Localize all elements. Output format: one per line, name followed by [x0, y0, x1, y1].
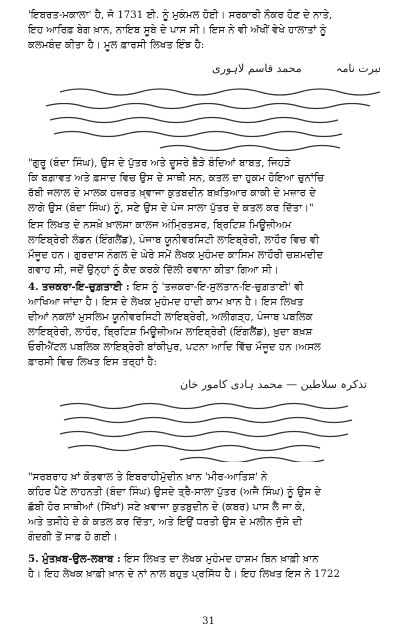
translation-paragraph-1 [28, 156, 388, 216]
text-line: 5. ਮੁੰਤਖ਼ਬ-ਉਲ-ਲਬਾਬ : ਇਸ ਲਿਖਤ ਦਾ ਲੇਖਕ ਮੁਹੰਮਦ ਹਾਸ਼ਮ ਬਿਨ ਖ਼ਾਫ਼ੀ ਖ਼ਾਨ [28, 553, 319, 565]
text-line: ਮੌਜੂਦ ਹਨ। ਗੁਰਦਾਸ ਨੰਗਲ ਦੇ ਘੇਰੇ ਸਮੇਂ ਲੇਖਕ ਮੁਹੰਮਦ ਕਾਸਿਮ ਲਾਹੌਰੀ ਚਸ਼ਮਦੀਦ [28, 250, 324, 261]
text-line: ਦੀਆਂ ਨਕਲਾਂ ਮੁਸਲਿਮ ਯੂਨੀਵਰਸਿਟੀ ਲਾਇਬ੍ਰੇਰੀ, ਅਲੀਗੜ੍ਹ, ਪੰਜਾਬ ਪਬਲਿਕ [28, 312, 313, 323]
intro-paragraph [28, 8, 388, 53]
handwritten-heading: تذکرہ سلاطین — محمد ہادی کامور خان [180, 378, 367, 391]
text-line: ਲਾਇਬ੍ਰੇਰੀ ਲੰਡਨ (ਇੰਗਲੈਂਡ), ਪੰਜਾਬ ਯੂਨੀਵਰਸਿਟੀ ਲਾਇਬ੍ਰੇਰੀ, ਲਾਹੌਰ ਵਿਚ ਵੀ [28, 235, 320, 246]
section-heading: 4. ਤਜ਼ਕਰਾ-ਇ-ਚੁਗ਼ਤਾਈ : [28, 281, 130, 293]
text-line: ਲਾਇਬ੍ਰੇਰੀ, ਲਾਹੌਰ, ਬ੍ਰਿਟਿਸ਼ ਮਿਊਜ਼ੀਅਮ ਲਾਇਬ੍ਰੇਰੀ (ਇੰਗਲੈਂਡ), ਖ਼ੁਦਾ ਬਖ਼ਸ਼ [28, 327, 313, 338]
text-line: ਗਵਾਹ ਸੀ, ਜਦੋਂ ਉਨ੍ਹਾਂ ਨੂੰ ਕੈਦ ਕਰਕੇ ਦਿੱਲੀ ਰਵਾਨਾ ਕੀਤਾ ਗਿਆ ਸੀ। [28, 265, 279, 276]
text-line: 'ਇਬਰਤ-ਮਕਾਲਾ' ਹੈ, ਜੋ 1731 ਈ. ਨੂੰ ਮੁਕੰਮਲ ਹੋਈ। ਸਰਕਾਰੀ ਨੌਕਰ ਹੋਣ ਦੇ ਨਾਤੇ, [28, 10, 333, 21]
text-line: ਇਸ ਲਿਖਤ ਦੇ ਨਸਖ਼ੇ ਖ਼ਾਲਸਾ ਕਾਲਜ ਅੰਮ੍ਰਿਤਸਰ, ਬ੍ਰਿਟਿਸ਼ ਮਿਊਜ਼ੀਅਮ [28, 220, 292, 231]
text-line: ਅਤੇ ਤਸੀਹੇ ਦੇ ਕੇ ਕਤਲ ਕਰ ਦਿੱਤਾ, ਅਤੇ ਇਉਂ ਧਰਤੀ ਉਸ ਦੇ ਮਲੀਨ ਜੁੱਸੇ ਦੀ [28, 517, 303, 528]
svg-text:عبرت نامہ: عبرت نامہ [336, 62, 380, 75]
section-4-paragraph [28, 280, 388, 370]
text-line: ਇਹ ਆਰਿਫ਼ ਬੇਗ ਖ਼ਾਨ, ਨਾਇਬ ਸੂਬੇ ਦੇ ਪਾਸ ਸੀ। ਇਸ ਨੇ ਵੀ ਅੱਖੀਂ ਵੇਖੇ ਹਾਲਾਤਾਂ ਨੂੰ [28, 25, 327, 36]
translation-paragraph-2 [28, 470, 388, 545]
page-number: 31 [202, 616, 215, 627]
text-line: ਕਲਮਬੰਦ ਕੀਤਾ ਹੈ। ਮੂਲ ਫ਼ਾਰਸੀ ਲਿਖਤ ਇੰਝ ਹੈ: [28, 40, 205, 51]
section-heading: 5. ਮੁੰਤਖ਼ਬ-ਉਲ-ਲਬਾਬ : [28, 553, 121, 565]
manuscripts-paragraph [28, 218, 388, 278]
text-line: "ਗੁਰੂ (ਬੰਦਾ ਸਿੰਘ), ਉਸ ਦੇ ਪੁੱਤਰ ਅਤੇ ਦੂਸਰੇ ਭੈੜੇ ਬੰਦਿਆਂ ਬਾਬਤ, ਜਿਹੜੇ [28, 158, 291, 169]
text-line: ਕਹਿਰ ਪੈਣੇ ਲਾਹਨਤੀ (ਬੰਦਾ ਸਿੰਘ) ਉਸਦੇ ਤ੍ਰੈ-ਸਾਲਾ ਪੁੱਤਰ (ਅਜੈ ਸਿੰਘ) ਨੂੰ ਉਸ ਦੇ [28, 487, 322, 498]
text-line: ਕਿ ਬਗ਼ਾਵਤ ਅਤੇ ਫ਼ਸਾਦ ਵਿਚ ਉਸ ਦੇ ਸਾਥੀ ਸਨ, ਕਤਲ ਦਾ ਹੁਕਮ ਹੋਇਆ ਚੁਨਾਂਚਿ [28, 173, 325, 184]
text-line: "ਸਰਬਰਾਹ ਖ਼ਾਂ ਕੋਤਵਾਲ ਤੇ ਇਬਰਾਹੀਮੁੱਦੀਨ ਖ਼ਾਨ 'ਮੀਰ-ਆਤਿਸ਼' ਨੇ [28, 472, 268, 483]
text-line: 4. ਤਜ਼ਕਰਾ-ਇ-ਚੁਗ਼ਤਾਈ : ਇਸ ਨੂੰ 'ਤਜ਼ਕਰਾ-ਇ-ਸੁਲਤਾਨ-ਇ-ਚੁਗ਼ਤਾਈ' ਵੀ [28, 281, 304, 293]
text-line: ਲਾਗੇ ਉਸ (ਬੰਦਾ ਸਿੰਘ) ਨੂੰ, ਸਣੇ ਉਸ ਦੇ ਪੰਜ ਸਾਲਾ ਪੁੱਤਰ ਦੇ ਕਤਲ ਕਰ ਦਿੱਤਾ।" [28, 203, 314, 214]
text-line: ਹੈ। ਇਹ ਲੇਖਕ ਖ਼ਾਫ਼ੀ ਖ਼ਾਨ ਦੇ ਨਾਂ ਨਾਲ ਬਹੁਤ ਪ੍ਰਸਿੱਧ ਹੈ। ਇਹ ਲਿਖਤ ਇਸ ਨੇ 1722 [28, 569, 340, 580]
text-line: ਓਰੀਐਂਟਲ ਪਬਲਿਕ ਲਾਇਬ੍ਰੇਰੀ ਬਾਂਕੀਪੁਰ, ਪਟਨਾ ਆਦਿ ਵਿੱਚ ਮੌਜੂਦ ਹਨ।ਅਸਲ [28, 342, 321, 353]
text-line: ਛੱਬੀ ਹੋਰ ਸਾਥੀਆਂ (ਸਿੱਖਾਂ) ਸਣੇ ਖ਼ਵਾਜਾ ਕੁਤਬੁਦੀਨ ਦੇ (ਕਬਰ) ਪਾਸ ਲੈ ਜਾ ਕੇ, [28, 502, 306, 513]
handwritten-persian-image [40, 58, 380, 154]
handwritten-heading: محمد قاسم لاہوری [212, 62, 302, 75]
text-line: ਗੰਦਗੀ ਤੋਂ ਸਾਫ਼ ਹੋ ਗਈ। [28, 532, 118, 543]
persian-manuscript-excerpt-1 [40, 58, 380, 154]
text-line: ਫ਼ਾਰਸੀ ਵਿਚ ਲਿਖਤ ਇਸ ਤਰ੍ਹਾਂ ਹੈ: [28, 357, 157, 368]
text-line: ਰੱਬੀ ਜਲਾਲ ਦੇ ਮਾਲਕ ਹਜ਼ਰਤ ਖ਼੍ਵਾਜਾ ਕੁਤਬਦੀਨ ਬਖ਼ਤਿਆਰ ਕਾਕੀ ਦੇ ਮਜ਼ਾਰ ਦੇ [28, 188, 316, 199]
handwritten-persian-image [40, 374, 380, 462]
persian-manuscript-excerpt-2 [40, 374, 380, 462]
text-line: ਆਖਿਆ ਜਾਂਦਾ ਹੈ। ਇਸ ਦੇ ਲੇਖਕ ਮੁਹੰਮਦ ਹਾਦੀ ਕਾਮ ਖ਼ਾਨ ਹੈ। ਇਸ ਲਿਖਤ [28, 297, 304, 308]
section-5-paragraph [28, 552, 388, 582]
